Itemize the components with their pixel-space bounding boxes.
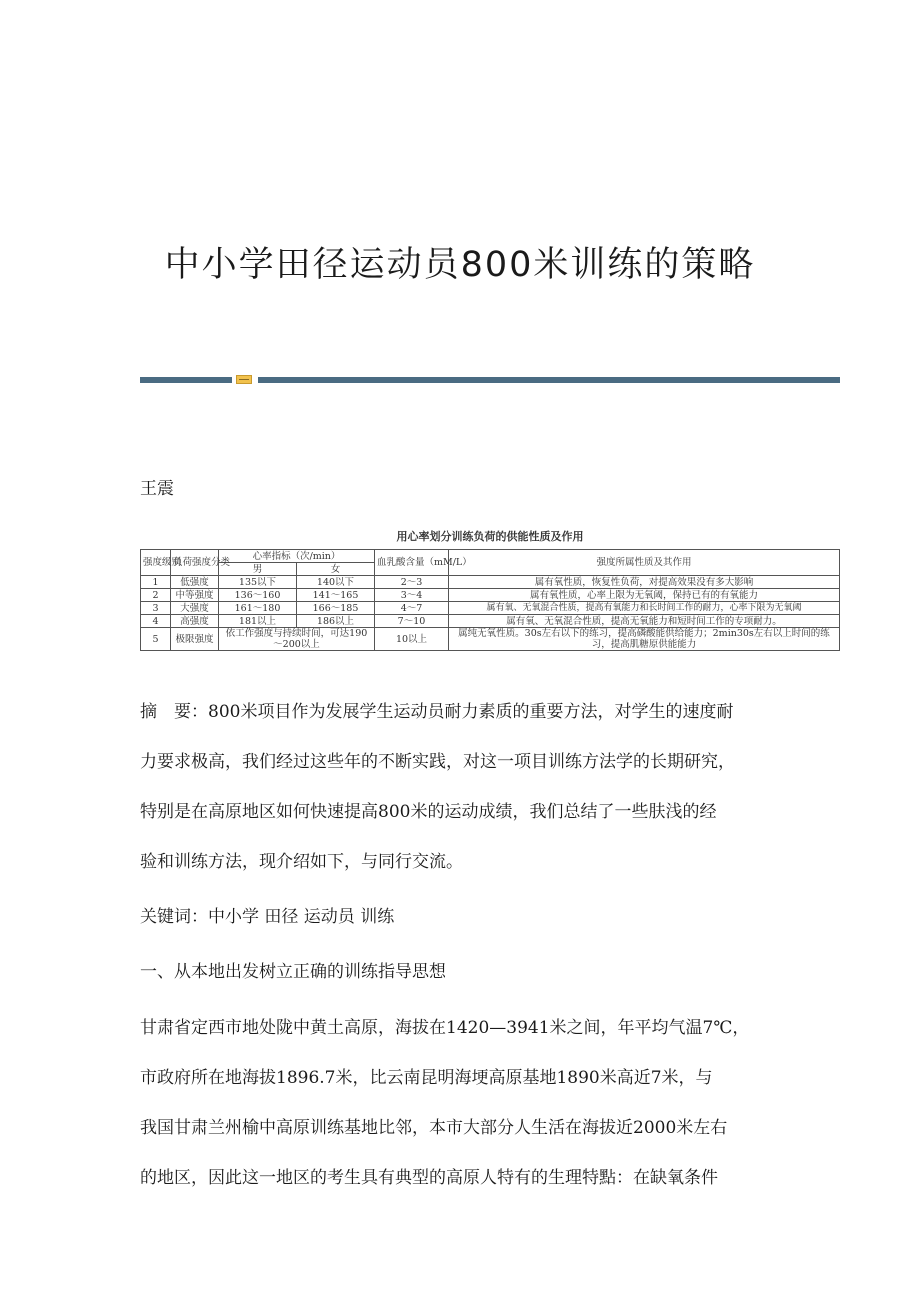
cell-level: 1 — [141, 576, 171, 589]
divider-bar-right — [258, 377, 840, 383]
header-male: 男 — [219, 563, 297, 576]
body-line: 市政府所在地海拔1896.7米，比云南昆明海埂高原基地1890米高近7米，与 — [140, 1068, 713, 1088]
training-load-table — [140, 549, 840, 651]
decorative-divider — [140, 375, 840, 384]
cell-male: 181以上 — [219, 615, 297, 628]
cell-female: 141～165 — [297, 589, 375, 602]
cell-lactate: 3～4 — [375, 589, 449, 602]
table-header-row — [141, 550, 840, 563]
cell-lactate: 2～3 — [375, 576, 449, 589]
divider-bar-left — [140, 377, 232, 383]
table-caption: 用心率划分训练负荷的供能性质及作用 — [396, 530, 584, 543]
header-category: 负荷强度分类 — [171, 550, 219, 576]
abstract-line: 力要求极高，我们经过这些年的不断实践，对这一项目训练方法学的长期研究， — [140, 752, 735, 772]
abstract-paragraph — [140, 687, 800, 887]
abstract-line: 特别是在高原地区如何快速提高800米的运动成绩，我们总结了一些肤浅的经 — [140, 802, 717, 822]
table-row — [141, 576, 840, 589]
cell-level: 3 — [141, 602, 171, 615]
abstract-line: 验和训练方法，现介绍如下，与同行交流。 — [140, 852, 463, 872]
training-load-table-figure — [140, 528, 840, 651]
cell-category: 中等强度 — [171, 589, 219, 602]
table-row — [141, 615, 840, 628]
body-line: 我国甘肃兰州榆中高原训练基地比邻，本市大部分人生活在海拔近2000米左右 — [140, 1118, 728, 1138]
table-row — [141, 589, 840, 602]
cell-male: 136～160 — [219, 589, 297, 602]
author-name: 王震 — [140, 479, 174, 499]
cell-nature: 属纯无氧性质。30s左右以下的练习，提高磷酸能供给能力；2min30s左右以上时间的练习，提高肌糖原供能能力 — [449, 628, 840, 651]
cell-lactate: 4～7 — [375, 602, 449, 615]
table-row — [141, 628, 840, 651]
abstract-line: 摘 要：800米项目作为发展学生运动员耐力素质的重要方法，对学生的速度耐 — [140, 702, 734, 722]
header-lactate: 血乳酸含量（mM/L） — [375, 550, 449, 576]
section-heading: 一、从本地出发树立正确的训练指导思想 — [140, 962, 446, 982]
cell-male: 161～180 — [219, 602, 297, 615]
cell-male: 135以下 — [219, 576, 297, 589]
cell-heart-rate-combined: 依工作强度与持续时间，可达190～200以上 — [219, 628, 375, 651]
cell-category: 高强度 — [171, 615, 219, 628]
table-row — [141, 602, 840, 615]
header-nature: 强度所属性质及其作用 — [449, 550, 840, 576]
body-paragraph — [140, 1003, 800, 1203]
header-heart-rate: 心率指标（次/min） — [219, 550, 375, 563]
cell-female: 186以上 — [297, 615, 375, 628]
cell-category: 大强度 — [171, 602, 219, 615]
keywords: 关键词：中小学 田径 运动员 训练 — [140, 907, 395, 927]
cell-category: 低强度 — [171, 576, 219, 589]
cell-level: 2 — [141, 589, 171, 602]
cell-level: 5 — [141, 628, 171, 651]
cell-level: 4 — [141, 615, 171, 628]
cell-nature: 属有氧性质，心率上限为无氧阈，保持已有的有氧能力 — [449, 589, 840, 602]
cell-nature: 属有氧性质，恢复性负荷，对提高效果没有多大影响 — [449, 576, 840, 589]
cell-nature: 属有氧、无氧混合性质，提高无氧能力和短时间工作的专项耐力。 — [449, 615, 840, 628]
cell-female: 166～185 — [297, 602, 375, 615]
cell-nature: 属有氧、无氧混合性质，提高有氧能力和长时间工作的耐力，心率下限为无氧阈 — [449, 602, 840, 615]
document-title: 中小学田径运动员800米训练的策略 — [164, 245, 756, 286]
cell-lactate: 7～10 — [375, 615, 449, 628]
cell-category: 极限强度 — [171, 628, 219, 651]
cell-female: 140以下 — [297, 576, 375, 589]
divider-ornament-icon — [236, 375, 252, 384]
body-line: 的地区，因此这一地区的考生具有典型的高原人特有的生理特點：在缺氧条件 — [140, 1168, 718, 1188]
body-line: 甘肃省定西市地处陇中黄土高原，海拔在1420—3941米之间，年平均气温7℃， — [140, 1018, 750, 1038]
cell-lactate: 10以上 — [375, 628, 449, 651]
header-female: 女 — [297, 563, 375, 576]
header-level: 强度级别 — [141, 550, 171, 576]
